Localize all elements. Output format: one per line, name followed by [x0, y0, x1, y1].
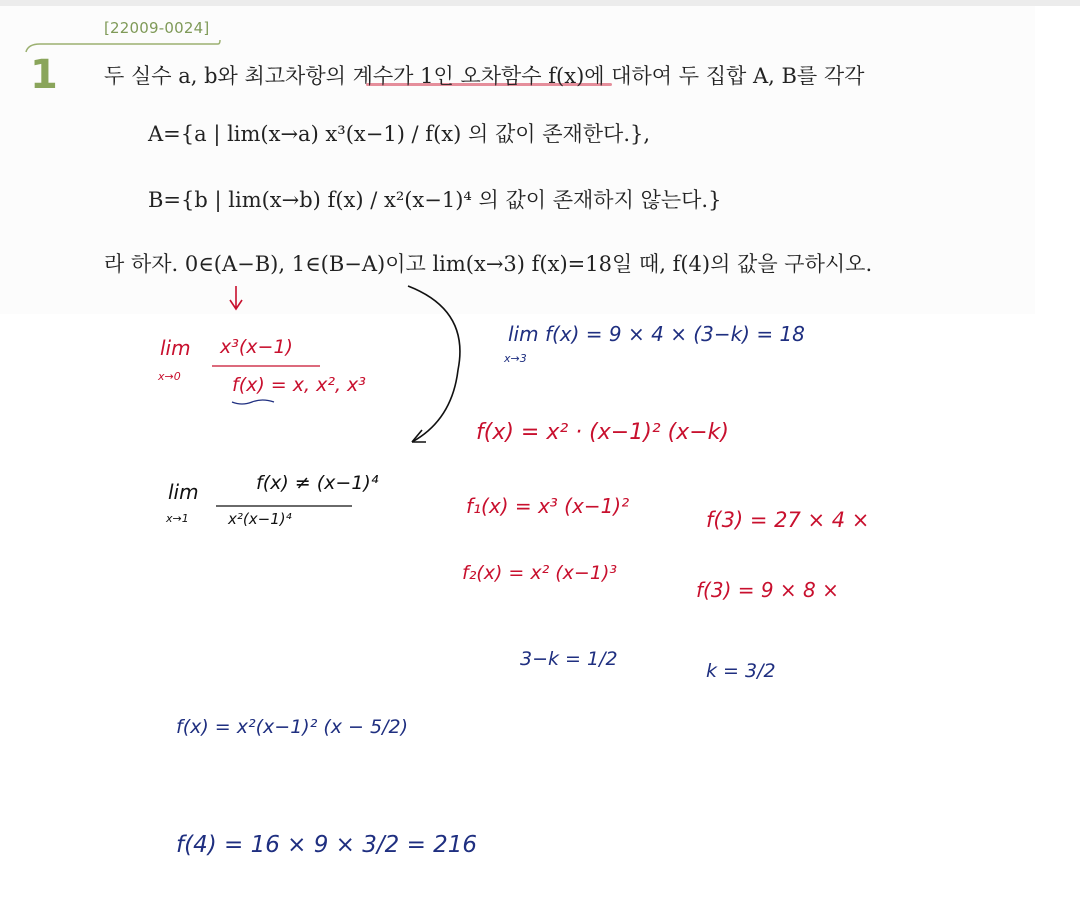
hw-lim-sub-2: x→1 [166, 512, 189, 525]
problem-line-4: 라 하자. 0∈(A−B), 1∈(B−A)이고 lim(x→3) f(x)=18일 때, f(4)의 값을 구하시오. [104, 252, 873, 276]
hw-lim-denominator-2: x²(x−1)⁴ [228, 510, 292, 528]
hw-blue-limit-sub: x→3 [504, 352, 527, 365]
hw-blue-k-value: k = 3/2 [706, 660, 776, 682]
hw-red-f2: f₂(x) = x² (x−1)³ [462, 562, 617, 584]
hw-red-f1: f₁(x) = x³ (x−1)² [466, 494, 630, 518]
hw-lim-label-2: lim [168, 480, 199, 504]
problem-number: 1 [30, 52, 58, 98]
hw-red-fx-form: f(x) = x² · (x−1)² (x−k) [476, 420, 729, 445]
hw-blue-fx-final: f(x) = x²(x−1)² (x − 5/2) [176, 716, 408, 738]
hw-lim-sub: x→0 [158, 370, 181, 383]
hw-fraction-bar-2 [216, 504, 356, 508]
hw-red-f3-check1: f(3) = 27 × 4 × [706, 508, 870, 532]
hw-lim-numerator-2: f(x) ≠ (x−1)⁴ [256, 472, 379, 494]
hw-red-denominator: f(x) = x, x², x³ [232, 374, 366, 396]
hw-underline-wave [230, 398, 276, 408]
down-arrow-icon [226, 284, 246, 314]
hw-fraction-bar [212, 364, 322, 368]
problem-line-1: 두 실수 a, b와 최고차항의 계수가 1인 오차함수 f(x)에 대하여 두 집합 A, B를 각각 [104, 64, 865, 88]
hw-red-numerator: x³(x−1) [220, 336, 293, 358]
set-a-definition: A={a | lim(x→a) x³(x−1) / f(x) 의 값이 존재한다.}, [148, 122, 651, 146]
curved-arrow-icon [400, 280, 470, 450]
hw-red-f3-check2: f(3) = 9 × 8 × [696, 578, 839, 602]
problem-code: [22009-0024] [104, 19, 210, 37]
hw-blue-f4-answer: f(4) = 16 × 9 × 3/2 = 216 [176, 832, 478, 858]
hw-blue-3-minus-k: 3−k = 1/2 [520, 648, 618, 670]
set-b-definition: B={b | lim(x→b) f(x) / x²(x−1)⁴ 의 값이 존재하지 않는다.} [148, 188, 722, 212]
hw-lim-label: lim [160, 336, 191, 360]
hw-blue-limit: lim f(x) = 9 × 4 × (3−k) = 18 [508, 322, 805, 346]
